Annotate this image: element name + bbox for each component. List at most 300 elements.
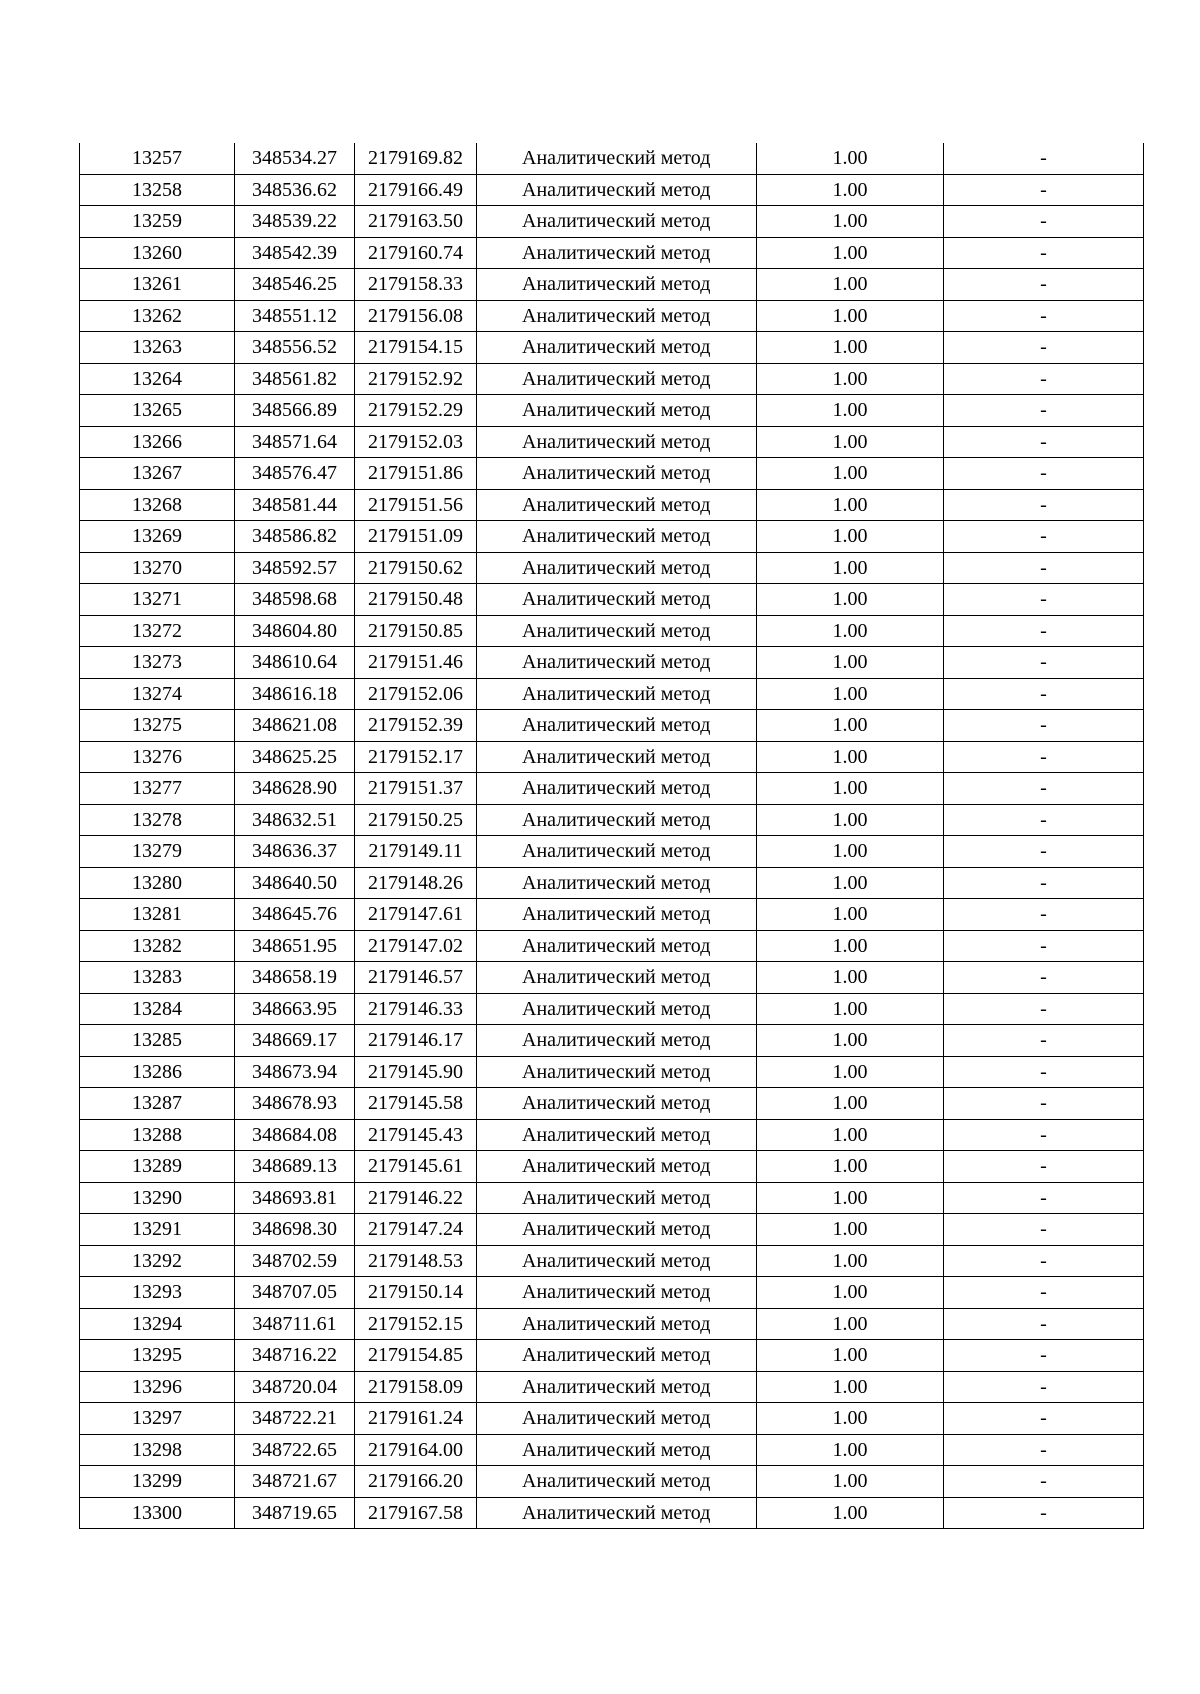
table-row — [80, 521, 1144, 553]
y-coordinate-cell: 2179151.86 — [355, 458, 477, 490]
point-number-cell: 13276 — [80, 741, 235, 773]
table-row — [80, 395, 1144, 427]
point-number-cell: 13290 — [80, 1182, 235, 1214]
point-number-cell: 13277 — [80, 773, 235, 805]
x-coordinate-cell: 348536.62 — [235, 174, 355, 206]
y-coordinate-cell: 2179156.08 — [355, 300, 477, 332]
table-row — [80, 710, 1144, 742]
x-coordinate-cell: 348684.08 — [235, 1119, 355, 1151]
table-row — [80, 993, 1144, 1025]
description-cell: - — [944, 1308, 1144, 1340]
x-coordinate-cell: 348702.59 — [235, 1245, 355, 1277]
description-cell: - — [944, 615, 1144, 647]
accuracy-cell: 1.00 — [757, 647, 944, 679]
y-coordinate-cell: 2179152.29 — [355, 395, 477, 427]
point-number-cell: 13297 — [80, 1403, 235, 1435]
description-cell: - — [944, 206, 1144, 238]
description-cell: - — [944, 1340, 1144, 1372]
accuracy-cell: 1.00 — [757, 1277, 944, 1309]
table-row — [80, 458, 1144, 490]
y-coordinate-cell: 2179145.90 — [355, 1056, 477, 1088]
x-coordinate-cell: 348678.93 — [235, 1088, 355, 1120]
point-number-cell: 13268 — [80, 489, 235, 521]
point-number-cell: 13292 — [80, 1245, 235, 1277]
method-cell: Аналитический метод — [477, 237, 757, 269]
point-number-cell: 13257 — [80, 143, 235, 174]
table-row — [80, 552, 1144, 584]
x-coordinate-cell: 348722.21 — [235, 1403, 355, 1435]
accuracy-cell: 1.00 — [757, 1025, 944, 1057]
method-cell: Аналитический метод — [477, 1340, 757, 1372]
x-coordinate-cell: 348598.68 — [235, 584, 355, 616]
point-number-cell: 13258 — [80, 174, 235, 206]
description-cell: - — [944, 1025, 1144, 1057]
table-row — [80, 930, 1144, 962]
x-coordinate-cell: 348663.95 — [235, 993, 355, 1025]
x-coordinate-cell: 348621.08 — [235, 710, 355, 742]
accuracy-cell: 1.00 — [757, 993, 944, 1025]
y-coordinate-cell: 2179158.33 — [355, 269, 477, 301]
description-cell: - — [944, 962, 1144, 994]
table-row — [80, 1182, 1144, 1214]
description-cell: - — [944, 1151, 1144, 1183]
x-coordinate-cell: 348604.80 — [235, 615, 355, 647]
table-row — [80, 174, 1144, 206]
y-coordinate-cell: 2179145.58 — [355, 1088, 477, 1120]
accuracy-cell: 1.00 — [757, 1466, 944, 1498]
point-number-cell: 13274 — [80, 678, 235, 710]
accuracy-cell: 1.00 — [757, 1214, 944, 1246]
description-cell: - — [944, 741, 1144, 773]
x-coordinate-cell: 348719.65 — [235, 1497, 355, 1529]
method-cell: Аналитический метод — [477, 521, 757, 553]
accuracy-cell: 1.00 — [757, 395, 944, 427]
description-cell: - — [944, 269, 1144, 301]
point-number-cell: 13284 — [80, 993, 235, 1025]
y-coordinate-cell: 2179154.15 — [355, 332, 477, 364]
point-number-cell: 13263 — [80, 332, 235, 364]
point-number-cell: 13269 — [80, 521, 235, 553]
point-number-cell: 13280 — [80, 867, 235, 899]
description-cell: - — [944, 584, 1144, 616]
method-cell: Аналитический метод — [477, 1214, 757, 1246]
x-coordinate-cell: 348571.64 — [235, 426, 355, 458]
table-row — [80, 1151, 1144, 1183]
table-row — [80, 1497, 1144, 1529]
description-cell: - — [944, 647, 1144, 679]
description-cell: - — [944, 1277, 1144, 1309]
method-cell: Аналитический метод — [477, 836, 757, 868]
x-coordinate-cell: 348640.50 — [235, 867, 355, 899]
accuracy-cell: 1.00 — [757, 206, 944, 238]
description-cell: - — [944, 1403, 1144, 1435]
point-number-cell: 13270 — [80, 552, 235, 584]
accuracy-cell: 1.00 — [757, 1308, 944, 1340]
method-cell: Аналитический метод — [477, 395, 757, 427]
method-cell: Аналитический метод — [477, 174, 757, 206]
accuracy-cell: 1.00 — [757, 552, 944, 584]
point-number-cell: 13291 — [80, 1214, 235, 1246]
table-row — [80, 867, 1144, 899]
accuracy-cell: 1.00 — [757, 521, 944, 553]
description-cell: - — [944, 143, 1144, 174]
point-number-cell: 13281 — [80, 899, 235, 931]
point-number-cell: 13296 — [80, 1371, 235, 1403]
description-cell: - — [944, 332, 1144, 364]
accuracy-cell: 1.00 — [757, 143, 944, 174]
y-coordinate-cell: 2179152.17 — [355, 741, 477, 773]
method-cell: Аналитический метод — [477, 647, 757, 679]
x-coordinate-cell: 348632.51 — [235, 804, 355, 836]
y-coordinate-cell: 2179151.09 — [355, 521, 477, 553]
table-row — [80, 1308, 1144, 1340]
accuracy-cell: 1.00 — [757, 174, 944, 206]
table-row — [80, 1025, 1144, 1057]
accuracy-cell: 1.00 — [757, 363, 944, 395]
table-row — [80, 584, 1144, 616]
accuracy-cell: 1.00 — [757, 1403, 944, 1435]
accuracy-cell: 1.00 — [757, 741, 944, 773]
point-number-cell: 13266 — [80, 426, 235, 458]
y-coordinate-cell: 2179160.74 — [355, 237, 477, 269]
method-cell: Аналитический метод — [477, 993, 757, 1025]
point-number-cell: 13261 — [80, 269, 235, 301]
table-row — [80, 269, 1144, 301]
point-number-cell: 13298 — [80, 1434, 235, 1466]
description-cell: - — [944, 552, 1144, 584]
table-row — [80, 678, 1144, 710]
description-cell: - — [944, 237, 1144, 269]
x-coordinate-cell: 348566.89 — [235, 395, 355, 427]
x-coordinate-cell: 348711.61 — [235, 1308, 355, 1340]
point-number-cell: 13271 — [80, 584, 235, 616]
accuracy-cell: 1.00 — [757, 1340, 944, 1372]
description-cell: - — [944, 489, 1144, 521]
point-number-cell: 13278 — [80, 804, 235, 836]
description-cell: - — [944, 678, 1144, 710]
point-number-cell: 13295 — [80, 1340, 235, 1372]
x-coordinate-cell: 348698.30 — [235, 1214, 355, 1246]
method-cell: Аналитический метод — [477, 363, 757, 395]
x-coordinate-cell: 348556.52 — [235, 332, 355, 364]
x-coordinate-cell: 348616.18 — [235, 678, 355, 710]
y-coordinate-cell: 2179150.85 — [355, 615, 477, 647]
x-coordinate-cell: 348586.82 — [235, 521, 355, 553]
y-coordinate-cell: 2179150.14 — [355, 1277, 477, 1309]
table-row — [80, 143, 1144, 174]
method-cell: Аналитический метод — [477, 1466, 757, 1498]
description-cell: - — [944, 1182, 1144, 1214]
method-cell: Аналитический метод — [477, 1182, 757, 1214]
y-coordinate-cell: 2179158.09 — [355, 1371, 477, 1403]
method-cell: Аналитический метод — [477, 332, 757, 364]
description-cell: - — [944, 1466, 1144, 1498]
method-cell: Аналитический метод — [477, 458, 757, 490]
point-number-cell: 13260 — [80, 237, 235, 269]
method-cell: Аналитический метод — [477, 1277, 757, 1309]
y-coordinate-cell: 2179148.26 — [355, 867, 477, 899]
method-cell: Аналитический метод — [477, 1308, 757, 1340]
x-coordinate-cell: 348722.65 — [235, 1434, 355, 1466]
accuracy-cell: 1.00 — [757, 1371, 944, 1403]
description-cell: - — [944, 867, 1144, 899]
x-coordinate-cell: 348636.37 — [235, 836, 355, 868]
y-coordinate-cell: 2179150.25 — [355, 804, 477, 836]
method-cell: Аналитический метод — [477, 867, 757, 899]
accuracy-cell: 1.00 — [757, 615, 944, 647]
method-cell: Аналитический метод — [477, 552, 757, 584]
accuracy-cell: 1.00 — [757, 1056, 944, 1088]
accuracy-cell: 1.00 — [757, 930, 944, 962]
method-cell: Аналитический метод — [477, 1151, 757, 1183]
y-coordinate-cell: 2179152.15 — [355, 1308, 477, 1340]
table-row — [80, 615, 1144, 647]
description-cell: - — [944, 1088, 1144, 1120]
table-row — [80, 773, 1144, 805]
accuracy-cell: 1.00 — [757, 489, 944, 521]
point-number-cell: 13289 — [80, 1151, 235, 1183]
y-coordinate-cell: 2179164.00 — [355, 1434, 477, 1466]
description-cell: - — [944, 899, 1144, 931]
description-cell: - — [944, 993, 1144, 1025]
x-coordinate-cell: 348534.27 — [235, 143, 355, 174]
x-coordinate-cell: 348669.17 — [235, 1025, 355, 1057]
y-coordinate-cell: 2179166.49 — [355, 174, 477, 206]
y-coordinate-cell: 2179147.24 — [355, 1214, 477, 1246]
x-coordinate-cell: 348592.57 — [235, 552, 355, 584]
y-coordinate-cell: 2179145.61 — [355, 1151, 477, 1183]
x-coordinate-cell: 348716.22 — [235, 1340, 355, 1372]
method-cell: Аналитический метод — [477, 269, 757, 301]
point-number-cell: 13267 — [80, 458, 235, 490]
table-row — [80, 1403, 1144, 1435]
point-number-cell: 13287 — [80, 1088, 235, 1120]
table-row — [80, 836, 1144, 868]
method-cell: Аналитический метод — [477, 710, 757, 742]
x-coordinate-cell: 348721.67 — [235, 1466, 355, 1498]
table-row — [80, 1056, 1144, 1088]
table-row — [80, 962, 1144, 994]
method-cell: Аналитический метод — [477, 1497, 757, 1529]
y-coordinate-cell: 2179146.22 — [355, 1182, 477, 1214]
table-row — [80, 426, 1144, 458]
table-row — [80, 1119, 1144, 1151]
x-coordinate-cell: 348561.82 — [235, 363, 355, 395]
accuracy-cell: 1.00 — [757, 678, 944, 710]
table-row — [80, 647, 1144, 679]
x-coordinate-cell: 348658.19 — [235, 962, 355, 994]
point-number-cell: 13294 — [80, 1308, 235, 1340]
x-coordinate-cell: 348645.76 — [235, 899, 355, 931]
x-coordinate-cell: 348546.25 — [235, 269, 355, 301]
point-number-cell: 13275 — [80, 710, 235, 742]
point-number-cell: 13282 — [80, 930, 235, 962]
description-cell: - — [944, 773, 1144, 805]
accuracy-cell: 1.00 — [757, 426, 944, 458]
table-row — [80, 899, 1144, 931]
point-number-cell: 13299 — [80, 1466, 235, 1498]
description-cell: - — [944, 1214, 1144, 1246]
table-row — [80, 300, 1144, 332]
description-cell: - — [944, 1434, 1144, 1466]
description-cell: - — [944, 1371, 1144, 1403]
point-number-cell: 13262 — [80, 300, 235, 332]
y-coordinate-cell: 2179152.03 — [355, 426, 477, 458]
method-cell: Аналитический метод — [477, 1025, 757, 1057]
point-number-cell: 13288 — [80, 1119, 235, 1151]
accuracy-cell: 1.00 — [757, 1497, 944, 1529]
description-cell: - — [944, 395, 1144, 427]
y-coordinate-cell: 2179151.37 — [355, 773, 477, 805]
accuracy-cell: 1.00 — [757, 269, 944, 301]
method-cell: Аналитический метод — [477, 489, 757, 521]
table-row — [80, 363, 1144, 395]
description-cell: - — [944, 1119, 1144, 1151]
table-row — [80, 1214, 1144, 1246]
table-row — [80, 1434, 1144, 1466]
description-cell: - — [944, 300, 1144, 332]
point-number-cell: 13259 — [80, 206, 235, 238]
y-coordinate-cell: 2179154.85 — [355, 1340, 477, 1372]
accuracy-cell: 1.00 — [757, 962, 944, 994]
y-coordinate-cell: 2179167.58 — [355, 1497, 477, 1529]
method-cell: Аналитический метод — [477, 1056, 757, 1088]
description-cell: - — [944, 521, 1144, 553]
y-coordinate-cell: 2179152.06 — [355, 678, 477, 710]
table-row — [80, 804, 1144, 836]
accuracy-cell: 1.00 — [757, 1119, 944, 1151]
table-row — [80, 1371, 1144, 1403]
description-cell: - — [944, 710, 1144, 742]
table-row — [80, 489, 1144, 521]
point-number-cell: 13265 — [80, 395, 235, 427]
x-coordinate-cell: 348610.64 — [235, 647, 355, 679]
description-cell: - — [944, 174, 1144, 206]
point-number-cell: 13286 — [80, 1056, 235, 1088]
method-cell: Аналитический метод — [477, 584, 757, 616]
description-cell: - — [944, 426, 1144, 458]
x-coordinate-cell: 348581.44 — [235, 489, 355, 521]
table-row — [80, 1466, 1144, 1498]
point-number-cell: 13283 — [80, 962, 235, 994]
coordinates-table — [79, 143, 1144, 1529]
method-cell: Аналитический метод — [477, 1434, 757, 1466]
table-row — [80, 1088, 1144, 1120]
y-coordinate-cell: 2179150.62 — [355, 552, 477, 584]
method-cell: Аналитический метод — [477, 300, 757, 332]
description-cell: - — [944, 1245, 1144, 1277]
method-cell: Аналитический метод — [477, 773, 757, 805]
table-row — [80, 1277, 1144, 1309]
x-coordinate-cell: 348576.47 — [235, 458, 355, 490]
point-number-cell: 13273 — [80, 647, 235, 679]
x-coordinate-cell: 348542.39 — [235, 237, 355, 269]
point-number-cell: 13293 — [80, 1277, 235, 1309]
method-cell: Аналитический метод — [477, 930, 757, 962]
point-number-cell: 13272 — [80, 615, 235, 647]
description-cell: - — [944, 1056, 1144, 1088]
method-cell: Аналитический метод — [477, 804, 757, 836]
method-cell: Аналитический метод — [477, 899, 757, 931]
method-cell: Аналитический метод — [477, 426, 757, 458]
x-coordinate-cell: 348551.12 — [235, 300, 355, 332]
x-coordinate-cell: 348651.95 — [235, 930, 355, 962]
y-coordinate-cell: 2179145.43 — [355, 1119, 477, 1151]
accuracy-cell: 1.00 — [757, 1434, 944, 1466]
y-coordinate-cell: 2179152.92 — [355, 363, 477, 395]
y-coordinate-cell: 2179163.50 — [355, 206, 477, 238]
table-row — [80, 332, 1144, 364]
point-number-cell: 13264 — [80, 363, 235, 395]
description-cell: - — [944, 836, 1144, 868]
accuracy-cell: 1.00 — [757, 867, 944, 899]
x-coordinate-cell: 348625.25 — [235, 741, 355, 773]
y-coordinate-cell: 2179148.53 — [355, 1245, 477, 1277]
x-coordinate-cell: 348628.90 — [235, 773, 355, 805]
method-cell: Аналитический метод — [477, 1245, 757, 1277]
accuracy-cell: 1.00 — [757, 804, 944, 836]
method-cell: Аналитический метод — [477, 615, 757, 647]
method-cell: Аналитический метод — [477, 206, 757, 238]
y-coordinate-cell: 2179146.57 — [355, 962, 477, 994]
table-row — [80, 741, 1144, 773]
x-coordinate-cell: 348539.22 — [235, 206, 355, 238]
y-coordinate-cell: 2179151.46 — [355, 647, 477, 679]
y-coordinate-cell: 2179151.56 — [355, 489, 477, 521]
point-number-cell: 13285 — [80, 1025, 235, 1057]
y-coordinate-cell: 2179146.17 — [355, 1025, 477, 1057]
x-coordinate-cell: 348689.13 — [235, 1151, 355, 1183]
x-coordinate-cell: 348693.81 — [235, 1182, 355, 1214]
x-coordinate-cell: 348720.04 — [235, 1371, 355, 1403]
accuracy-cell: 1.00 — [757, 584, 944, 616]
accuracy-cell: 1.00 — [757, 1182, 944, 1214]
point-number-cell: 13279 — [80, 836, 235, 868]
y-coordinate-cell: 2179161.24 — [355, 1403, 477, 1435]
y-coordinate-cell: 2179166.20 — [355, 1466, 477, 1498]
method-cell: Аналитический метод — [477, 1088, 757, 1120]
method-cell: Аналитический метод — [477, 741, 757, 773]
y-coordinate-cell: 2179150.48 — [355, 584, 477, 616]
method-cell: Аналитический метод — [477, 143, 757, 174]
method-cell: Аналитический метод — [477, 962, 757, 994]
description-cell: - — [944, 804, 1144, 836]
accuracy-cell: 1.00 — [757, 332, 944, 364]
accuracy-cell: 1.00 — [757, 899, 944, 931]
accuracy-cell: 1.00 — [757, 710, 944, 742]
description-cell: - — [944, 363, 1144, 395]
accuracy-cell: 1.00 — [757, 773, 944, 805]
table-row — [80, 1245, 1144, 1277]
y-coordinate-cell: 2179152.39 — [355, 710, 477, 742]
accuracy-cell: 1.00 — [757, 836, 944, 868]
coordinates-table-body — [80, 143, 1144, 1529]
table-row — [80, 237, 1144, 269]
x-coordinate-cell: 348673.94 — [235, 1056, 355, 1088]
method-cell: Аналитический метод — [477, 1119, 757, 1151]
y-coordinate-cell: 2179147.61 — [355, 899, 477, 931]
description-cell: - — [944, 458, 1144, 490]
y-coordinate-cell: 2179147.02 — [355, 930, 477, 962]
description-cell: - — [944, 1497, 1144, 1529]
accuracy-cell: 1.00 — [757, 1151, 944, 1183]
accuracy-cell: 1.00 — [757, 458, 944, 490]
point-number-cell: 13300 — [80, 1497, 235, 1529]
y-coordinate-cell: 2179146.33 — [355, 993, 477, 1025]
description-cell: - — [944, 930, 1144, 962]
y-coordinate-cell: 2179169.82 — [355, 143, 477, 174]
accuracy-cell: 1.00 — [757, 300, 944, 332]
